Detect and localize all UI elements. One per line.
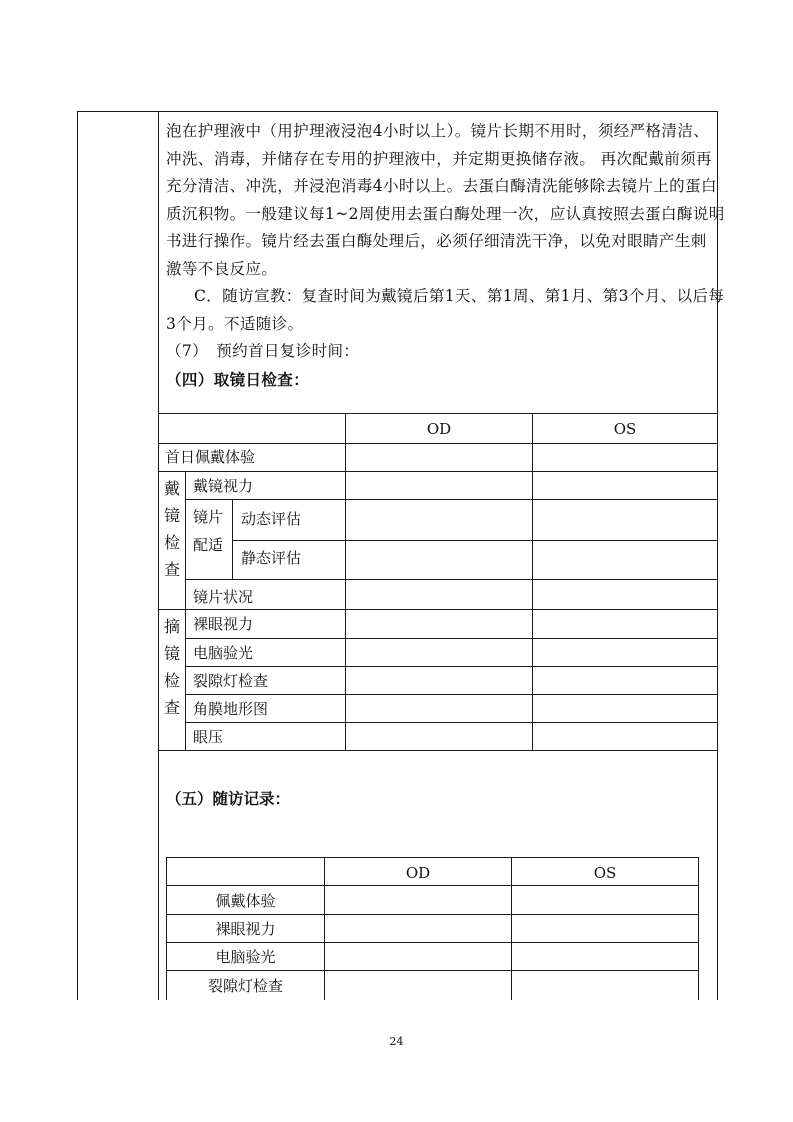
computer-refraction-label: 电脑验光 [193, 644, 254, 662]
table2-header-od: OD [405, 864, 431, 882]
table1-border [532, 413, 533, 750]
table1-border [185, 666, 718, 667]
text-line: 充分清洁、冲洗，并浸泡消毒4小时以上。去蛋白酶清洗能够除去镜片上的蛋白 [166, 177, 717, 195]
followup-slit-lamp-label: 裂隙灯检查 [207, 977, 283, 995]
followup-education: C．随访宣教：复查时间为戴镜后第1天、第1周、第1月、第3个月、以后每 [194, 287, 725, 305]
table1-border [185, 722, 718, 723]
wearing-vision-label: 戴镜视力 [193, 477, 254, 495]
table2-border [166, 942, 698, 943]
table1-border [232, 540, 718, 541]
table2-border [166, 885, 698, 886]
frame-left-border [77, 111, 78, 1000]
text-line: 激等不良反应。 [166, 259, 278, 278]
table1-header-os: OS [613, 420, 637, 438]
table1-border [185, 471, 186, 750]
lens-condition-label: 镜片状况 [193, 588, 254, 606]
table1-border [158, 471, 718, 472]
table2-border [166, 970, 698, 971]
section-heading-5: （五）随访记录： [166, 789, 291, 808]
naked-eye-vision-label: 裸眼视力 [193, 615, 254, 633]
table1-border [158, 609, 718, 610]
table2-border [698, 857, 699, 1000]
table1-border [185, 638, 718, 639]
static-assessment-label: 静态评估 [241, 549, 302, 567]
first-day-experience-label: 首日佩戴体验 [165, 448, 256, 466]
followup-education-cont: 3个月。不适随诊。 [166, 314, 304, 333]
followup-refraction-label: 电脑验光 [215, 948, 276, 966]
intraocular-pressure-label: 眼压 [193, 728, 224, 746]
frame-divider [158, 111, 159, 1000]
dynamic-assessment-label: 动态评估 [241, 510, 302, 528]
table2-header-os: OS [593, 864, 617, 882]
table1-border [232, 499, 233, 579]
followup-naked-vision-label: 裸眼视力 [215, 920, 276, 938]
table1-border [158, 443, 718, 444]
table1-border [158, 413, 718, 414]
corneal-topography-label: 角膜地形图 [193, 700, 269, 718]
text-line: 质沉积物。一般建议每1~2周使用去蛋白酶处理一次，应认真按照去蛋白酶说明 [166, 204, 725, 223]
table1-border [345, 413, 346, 750]
appointment-line: （7） 预约首日复诊时间： [166, 342, 360, 360]
slit-lamp-exam-label: 裂隙灯检查 [193, 672, 269, 690]
text-line: 冲洗、消毒，并储存在专用的护理液中，并定期更换储存液。 再次配戴前须再 [166, 149, 712, 168]
section-heading-4: （四）取镜日检查： [166, 369, 310, 389]
page-number: 24 [389, 1035, 404, 1048]
text-line: 泡在护理液中（用护理液浸泡4小时以上）。镜片长期不用时，须经严格清洁、 [166, 122, 710, 140]
wearing-experience-label: 佩戴体验 [215, 892, 276, 910]
care-instructions [166, 118, 726, 393]
table1-border [185, 694, 718, 695]
table2-border [166, 857, 698, 858]
table1-header-od: OD [426, 420, 452, 438]
frame-top-border [77, 111, 718, 112]
table1-border [185, 499, 718, 500]
text-line: 书进行操作。镜片经去蛋白酶处理后，必须仔细清洗干净，以免对眼睛产生刺 [166, 232, 707, 250]
table1-border [185, 579, 718, 580]
table1-border [158, 750, 718, 751]
table2-border [166, 914, 698, 915]
